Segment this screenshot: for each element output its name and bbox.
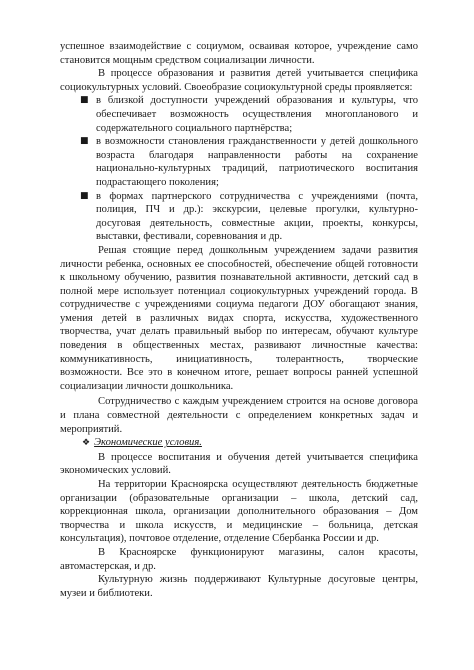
paragraph-budget-organizations: На территории Красноярска осуществляют деятельность бюджетные организации (образовательные организации – школа, детский сад, коррекционная школа, организации дополнительного образования – Дом творчества и школа искусств, и медицинские – больница, детская консультация), почтовое отделение, отделение Сбербанка России и др. <box>60 479 418 545</box>
document-body <box>60 40 418 600</box>
bullet-list <box>60 94 418 244</box>
bullet-text: в возможности становления гражданственности у детей дошкольного возраста благодаря направленности работы на сохранение национально-культурных традиций, патриотического воспитания подрастающего поколения; <box>96 136 418 188</box>
paragraph-cultural-life: Культурную жизнь поддерживают Культурные досуговые центры, музеи и библиотеки. <box>60 574 418 599</box>
paragraph-cooperation: Сотрудничество с каждым учреждением строится на основе договора и плана совместной деятельности с определением конкретных задач и мероприятий. <box>60 396 418 435</box>
bullet-item <box>60 135 418 189</box>
paragraph-sociocultural-intro: В процессе образования и развития детей учитывается специфика социокультурных условий. Своеобразие социокультурной среды проявляется: <box>60 68 418 93</box>
bullet-text: в формах партнерского сотрудничества с учреждениями (почта, полиция, ПЧ и др.): экскурсии, целевые прогулки, культурно-досуговая деятельность, совместные акции, проекты, конкурсы, выставки, фестивали, соревнования и др. <box>96 190 418 243</box>
section-heading-text: Экономические условия. <box>94 437 202 449</box>
square-bullet-icon: ■ <box>80 136 89 147</box>
bullet-item <box>60 190 418 244</box>
paragraph-shops: В Красноярске функционируют магазины, салон красоты, автомастерская, и др. <box>60 546 418 572</box>
bullet-item <box>60 94 418 135</box>
square-bullet-icon: ■ <box>80 95 89 106</box>
paragraph-economic-specifics: В процессе воспитания и обучения детей учитывается специфика экономических условий. <box>60 451 418 477</box>
square-bullet-icon: ■ <box>80 190 89 201</box>
paragraph-personal-development: Решая стоящие перед дошкольным учреждением задачи развития личности ребенка, основных ее способностей, обеспечение общей готовности к школьному обучению, развития познавательной активности, детский сад в полной мере использует потенциал социокультурных учреждений города. В сотрудничестве с учреждениями социума педагоги ДОУ обогащают знания, умения детей в различных видах спорта, искусства, художественного творчества, учат делать правильный выбор по интересам, обучают культуре поведения в общественных местах, развивают личностные качества: коммуникативность, инициативность, толерантность, творческие возможности. Все это в конечном итоге, решает вопросы ранней успешной социализации личности дошкольника. <box>60 244 418 392</box>
bullet-text: в близкой доступности учреждений образования и культуры, что обеспечивает возможность осуществления многопланового и содержательного социального партнёрства; <box>96 95 418 134</box>
section-heading-economic <box>82 436 418 451</box>
paragraph-socium-interaction: успешное взаимодействие с социумом, осваивая которое, учреждение само становится мощным средством социализации личности. <box>60 41 418 66</box>
diamond-bullet-icon: ❖ <box>82 438 91 449</box>
